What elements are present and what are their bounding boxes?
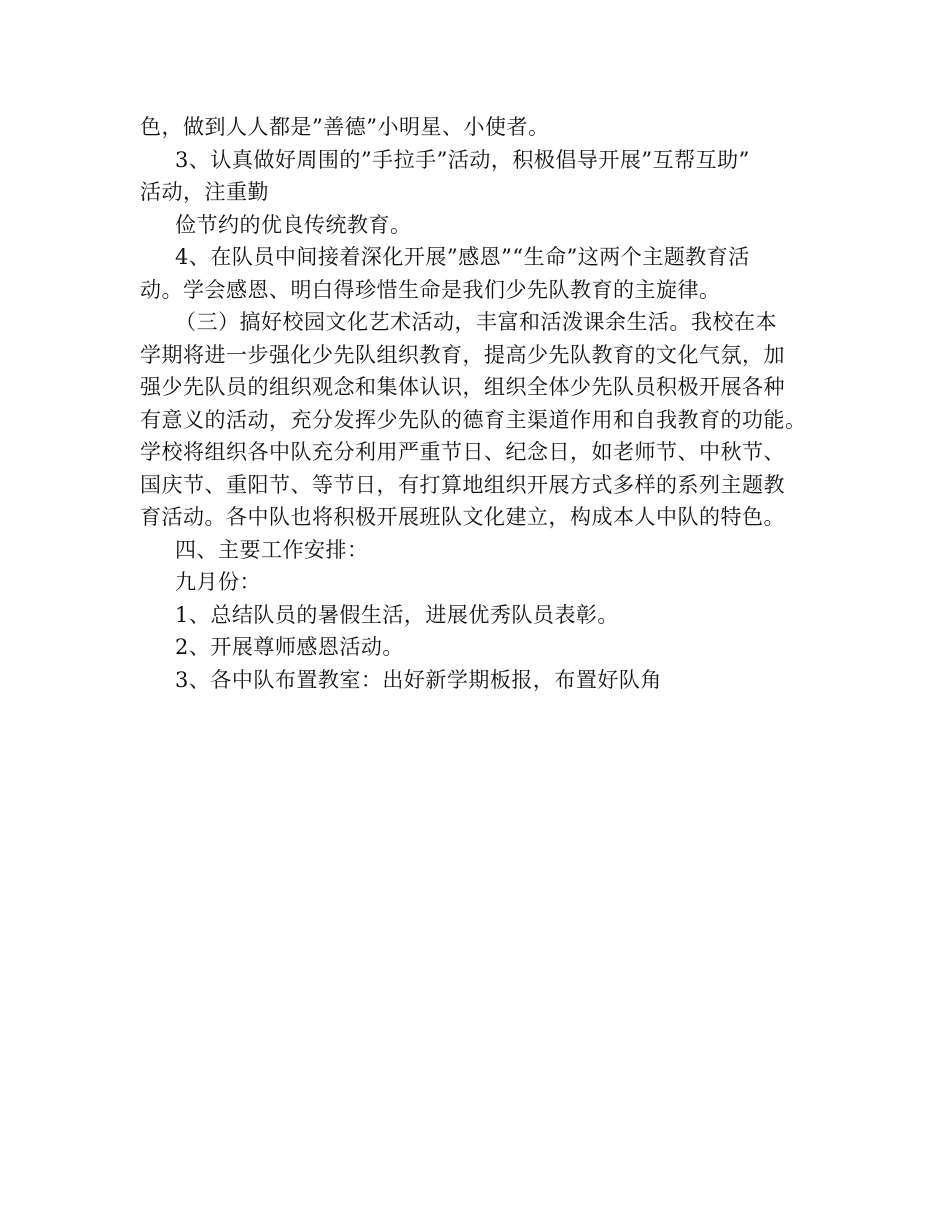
- text-line: 育活动。各中队也将积极开展班队文化建立，构成本人中队的特色。: [140, 505, 785, 529]
- text-line: 四、主要工作安排：: [175, 537, 369, 562]
- text-line: 色，做到人人都是”善德”小明星、小使者。: [140, 115, 550, 139]
- text-line: 动。学会感恩、明白得珍惜生命是我们少先队教育的主旋律。: [140, 277, 721, 302]
- text-line: 九月份：: [175, 570, 261, 594]
- text-line: 3、认真做好周围的”手拉手”活动，积极倡导开展”互帮互助”: [175, 147, 750, 172]
- text-line: 学校将组织各中队充分利用严重节日、纪念日，如老师节、中秋节、: [140, 440, 785, 464]
- text-line: 俭节约的优良传统教育。: [175, 212, 412, 237]
- text-line: 活动，注重勤: [140, 180, 269, 204]
- document-body: [140, 111, 830, 696]
- text-line: 4、在队员中间接着深化开展”感恩”“生命”这两个主题教育活: [175, 245, 750, 269]
- text-line: 国庆节、重阳节、等节日，有打算地组织开展方式多样的系列主题教: [140, 472, 785, 497]
- text-line: 学期将进一步强化少先队组织教育，提高少先队教育的文化气氛，加: [140, 342, 785, 367]
- text-line: 3、各中队布置教室：出好新学期板报，布置好队角: [175, 667, 662, 692]
- text-line: 有意义的活动，充分发挥少先队的德育主渠道作用和自我教育的功能。: [140, 407, 807, 432]
- text-line: 强少先队员的组织观念和集体认识，组织全体少先队员积极开展各种: [140, 375, 785, 399]
- text-line: 1、总结队员的暑假生活，进展优秀队员表彰。: [175, 602, 619, 627]
- text-line: 2、开展尊师感恩活动。: [175, 635, 404, 659]
- text-line: （三）搞好校园文化艺术活动，丰富和活泼课余生活。我校在本: [175, 310, 777, 334]
